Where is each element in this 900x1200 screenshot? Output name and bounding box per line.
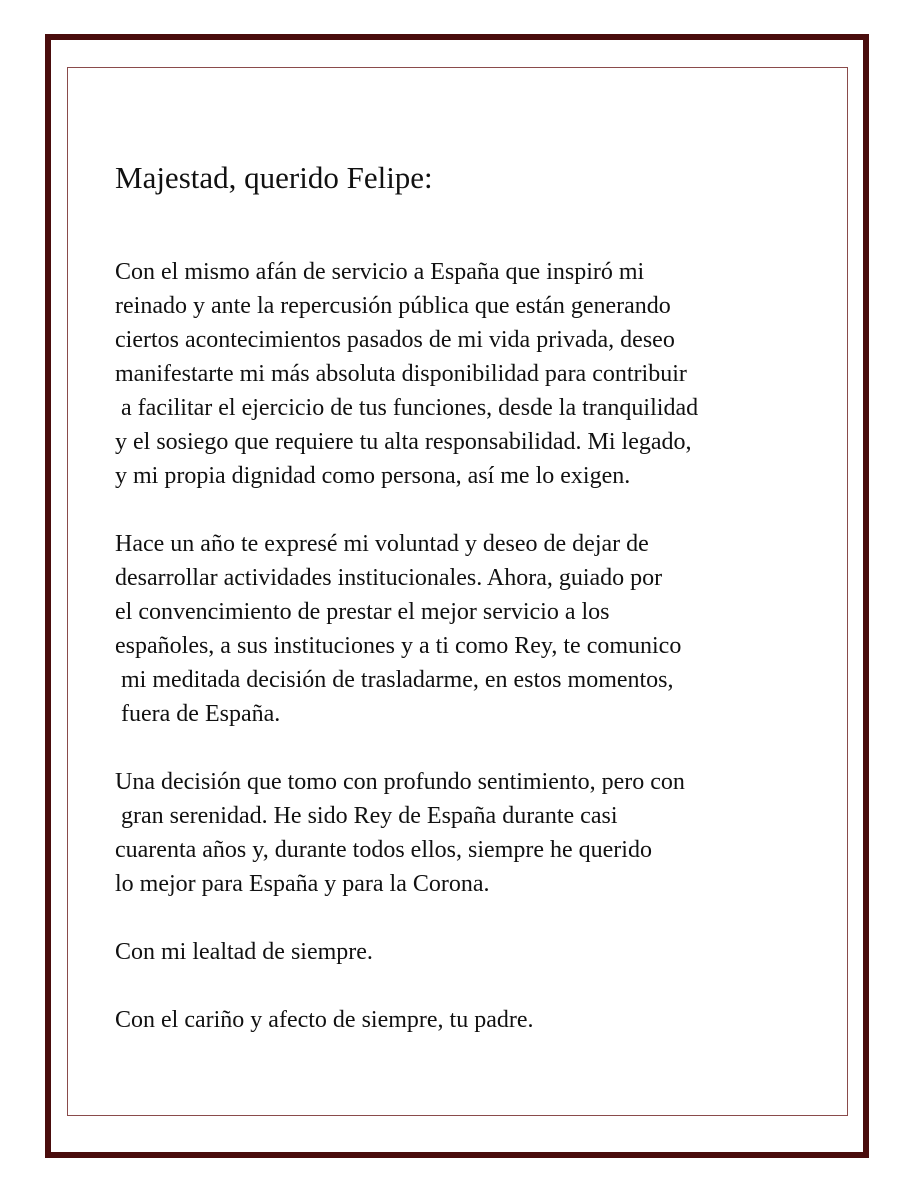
paragraph-line: fuera de España. xyxy=(115,701,281,727)
paragraph-2 xyxy=(115,527,815,731)
letter-body xyxy=(115,158,815,1071)
paragraph-line: el convencimiento de prestar el mejor servicio a los xyxy=(115,599,610,625)
paragraph-line: manifestarte mi más absoluta disponibilidad para contribuir xyxy=(115,361,687,387)
paragraph-line: mi meditada decisión de trasladarme, en estos momentos, xyxy=(115,667,674,693)
paragraph-3 xyxy=(115,765,815,901)
paragraph-line: a facilitar el ejercicio de tus funciones, desde la tranquilidad xyxy=(115,395,699,421)
paragraph-line: Hace un año te expresé mi voluntad y deseo de dejar de xyxy=(115,531,649,557)
paragraph-line: desarrollar actividades institucionales. Ahora, guiado por xyxy=(115,565,663,591)
paragraph-line: Una decisión que tomo con profundo sentimiento, pero con xyxy=(115,769,685,795)
paragraph-line: y mi propia dignidad como persona, así me lo exigen. xyxy=(115,463,631,489)
paragraph-line: españoles, a sus instituciones y a ti como Rey, te comunico xyxy=(115,633,682,659)
paragraph-line: ciertos acontecimientos pasados de mi vida privada, deseo xyxy=(115,327,675,353)
paragraph-line: y el sosiego que requiere tu alta responsabilidad. Mi legado, xyxy=(115,429,692,455)
closing-loyalty: Con mi lealtad de siempre. xyxy=(115,939,373,965)
paragraph-1 xyxy=(115,255,815,493)
paragraph-line: lo mejor para España y para la Corona. xyxy=(115,871,490,897)
closing-signoff: Con el cariño y afecto de siempre, tu padre. xyxy=(115,1007,534,1033)
paragraph-line: Con el mismo afán de servicio a España que inspiró mi xyxy=(115,259,645,285)
letter-salutation: Majestad, querido Felipe: xyxy=(115,160,433,195)
paragraph-line: cuarenta años y, durante todos ellos, siempre he querido xyxy=(115,837,652,863)
paragraph-line: gran serenidad. He sido Rey de España durante casi xyxy=(115,803,618,829)
paragraph-line: reinado y ante la repercusión pública que están generando xyxy=(115,293,671,319)
